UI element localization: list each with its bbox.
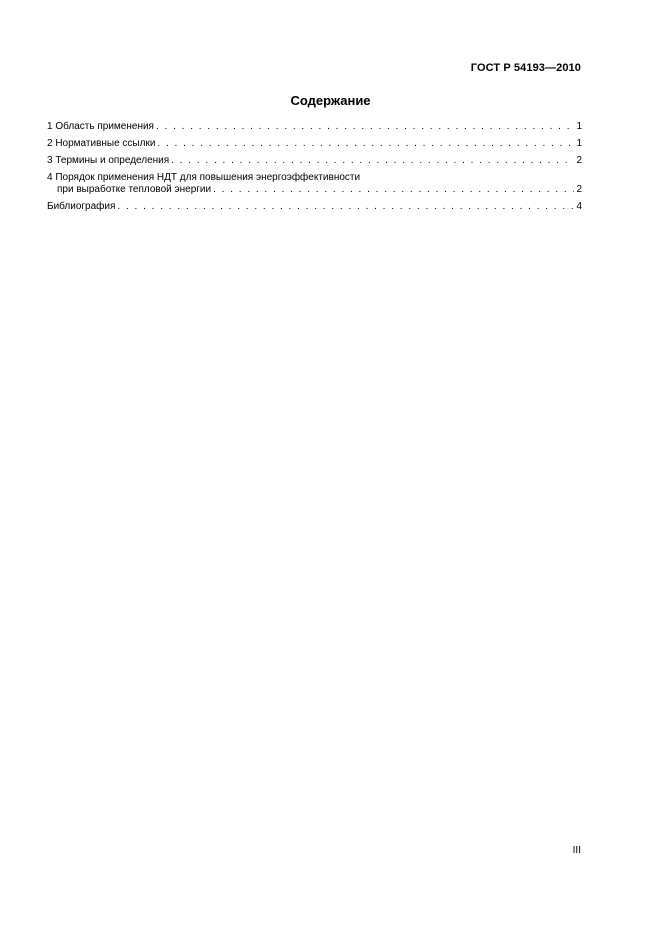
toc-entry-terms[interactable] [47,155,582,167]
toc-entry-label: 1 Область применения [47,121,154,132]
document-header: ГОСТ Р 54193—2010 [470,62,581,74]
toc-leader-dots [171,155,574,167]
toc-entry-label: Библиография [47,201,116,212]
toc-entry-bibliography[interactable] [47,201,582,213]
toc-entry-page: 1 [576,121,582,132]
toc-entry-label-line2: при выработке тепловой энергии [57,184,212,195]
toc-entry-label: 2 Нормативные ссылки [47,138,156,149]
toc-entry-page: 2 [576,184,582,195]
toc-leader-dots [157,138,574,150]
toc-entry-label: 3 Термины и определения [47,155,170,166]
toc-entry-page: 1 [576,138,582,149]
toc-title: Содержание [290,93,371,108]
toc-leader-dots [213,184,574,196]
toc-entry-scope[interactable] [47,121,582,133]
toc-leader-dots [117,201,574,213]
toc-entry-procedure[interactable] [47,172,582,196]
toc-leader-dots [156,121,574,133]
table-of-contents [47,121,582,218]
toc-entry-page: 4 [576,201,582,212]
page-number: III [572,845,581,856]
toc-entry-normative-references[interactable] [47,138,582,150]
toc-entry-label-line1: 4 Порядок применения НДТ для повышения энергоэффективности [47,172,361,183]
toc-entry-page: 2 [576,155,582,166]
